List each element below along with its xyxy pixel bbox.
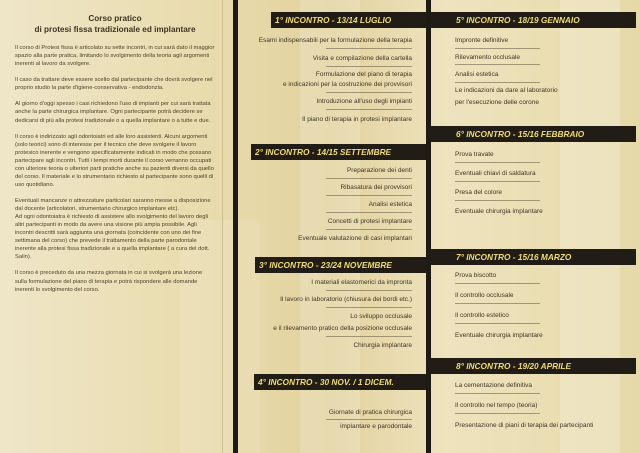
session-5-header <box>431 12 636 28</box>
session-1-item: Introduzione all'uso degli impianti <box>316 98 412 105</box>
item-separator <box>455 303 540 304</box>
session-5-item: per l'esecuzione delle corone <box>455 99 539 106</box>
session-2-item: Concetti di protesi implantare <box>327 218 412 225</box>
session-7-header <box>431 249 636 265</box>
session-8-item: Il controllo nel tempo (teoria) <box>455 402 538 409</box>
session-2-item: Eventuale valutazione di casi implantari <box>298 235 412 242</box>
session-title: 4° INCONTRO - 30 NOV. / 1 DICEM. <box>258 377 394 387</box>
session-title: 6° INCONTRO - 15/16 FEBBRAIO <box>456 129 585 139</box>
session-3-header <box>255 257 426 273</box>
session-4-item: Giornate di pratica chirurgica <box>328 409 412 416</box>
description-paragraph: Ad ogni odontoiatra è richiesto di assistere allo svolgimento del lavoro degli altri partecipanti in modo da avere una visione più ampia possibile. Agli incontri descritti sarà aggiunta una giornata (coincidente con uno dei fine settimana del corso) che prevede il trattamento della parte parodontale inerente alla protesi fissa tradizionale e a quella implantare ( a cura del dott. Salin). <box>15 214 210 261</box>
session-3-item: Lo sviluppo occlusale <box>350 313 412 320</box>
item-separator <box>455 200 540 201</box>
item-separator <box>455 82 540 83</box>
item-separator <box>326 66 412 67</box>
session-1-header <box>271 12 426 28</box>
description-paragraph: Il caso da trattare deve essere scelto dal partecipante che dovrà svolgere nel proprio studio la parte d'igiene-conservativa - endodonzia. <box>15 77 213 92</box>
session-3-item: e il rilevamento pratico della posizione occlusale <box>273 325 412 332</box>
description-paragraph: Eventuali mancanze o attrezzature particolari saranno messe a disposizione dal docente (articolatori, strumentario chirurgico implantare etc). <box>15 198 211 213</box>
session-7-item: Prova biscotto <box>455 272 497 279</box>
session-2-header <box>251 144 426 160</box>
item-separator <box>326 109 412 110</box>
session-title: 2° INCONTRO - 14/15 SETTEMBRE <box>255 147 392 157</box>
session-title: 1° INCONTRO - 13/14 LUGLIO <box>275 15 392 25</box>
session-6-item: Eventuali chiavi di saldatura <box>455 170 536 177</box>
session-7-item: Eventuale chirurgia implantare <box>455 332 543 339</box>
session-7-item: Il controllo estetico <box>455 312 509 319</box>
item-separator <box>326 92 412 93</box>
session-title: 3° INCONTRO - 23/24 NOVEMBRE <box>259 260 392 270</box>
item-separator <box>455 323 540 324</box>
course-title-line: Corso pratico <box>88 14 142 23</box>
session-1-item: Il piano di terapia in protesi implantare <box>302 116 412 123</box>
item-separator <box>326 290 412 291</box>
session-3-item: Chirurgia implantare <box>353 342 412 349</box>
session-6-header <box>431 126 636 142</box>
item-separator <box>326 178 412 179</box>
panel-divider <box>233 0 238 453</box>
session-1-item: Formulazione del piano di terapia <box>315 71 412 78</box>
session-1-item: e indicazioni per la costruzione dei provvisori <box>283 81 412 88</box>
item-separator <box>326 336 412 337</box>
background-column-decoration <box>560 0 620 453</box>
course-subtitle-line: di protesi fissa tradizionale ed implantare <box>34 24 196 34</box>
item-separator <box>455 393 540 394</box>
item-separator <box>455 181 540 182</box>
session-2-item: Ribasatura dei provvisori <box>340 184 412 191</box>
description-paragraph: Il corso è indirizzato agli odontoiatri ed alle loro assistenti. Alcuni argomenti (solo teorici) sono di interesse per il tecnico che deve svolgere il lavoro protesico inerente e vengono specificatamente indicati in modo che possano partecipare agli incontri. Tutti i tempi morti durante il corso verranno occupati con ulteriore teoria o ulteriori parti pratiche anche su pazienti diversi da quello del corso. Il materiale e lo strumentario richiesto al partecipante sono quelli di uso quotidiano. <box>15 133 214 188</box>
panel-divider <box>426 0 431 453</box>
session-3-item: I materiali elastomerici da impronta <box>311 279 412 286</box>
item-separator <box>326 229 412 230</box>
session-5-item: Analisi estetica <box>455 71 499 78</box>
session-6-item: Presa del colore <box>455 189 502 196</box>
course-description-panel <box>15 14 215 302</box>
item-separator <box>326 307 412 308</box>
session-5-item: Rilevamento occlusale <box>455 54 521 61</box>
session-5-item: Le indicazioni da dare al laboratorio <box>455 87 558 94</box>
session-2-item: Preparazione dei denti <box>346 167 412 174</box>
session-title: 8° INCONTRO - 19/20 APRILE <box>456 361 572 371</box>
description-paragraph: Il corso è preceduto da una mezza giornata in cui si svolgerà una lezione sulla formulazione del piano di terapia e potrà rispondere alle domande inerenti lo svolgimento del corso. <box>15 270 203 293</box>
session-title: 5° INCONTRO - 18/19 GENNAIO <box>456 15 580 25</box>
item-separator <box>455 48 540 49</box>
item-separator <box>455 413 540 414</box>
description-paragraph: Al giorno d'oggi spesso i casi richiedono l'uso di impianti per cui sarà trattata anche la parte chirurgica implantare. Ogni partecipante potrà decidere se dedicarsi di più alla protesi tradizionale o a quella implantare o a tutte e due. <box>15 101 211 124</box>
item-separator <box>326 48 412 49</box>
item-separator <box>326 212 412 213</box>
session-6-item: Eventuale chirurgia implantare <box>455 208 543 215</box>
session-4-header <box>254 374 426 390</box>
session-8-item: Presentazione di piani di terapia dei partecipanti <box>455 422 594 429</box>
description-paragraph: Il corso di Protesi fissa è articolato su sette incontri, in cui sarà dato il maggior spazio alla parte pratica, limitando lo svolgimento della teoria agli argomenti inerenti al lavoro da svolgere. <box>15 45 215 68</box>
fold-line <box>222 0 223 453</box>
item-separator <box>455 283 540 284</box>
session-3-item: Il lavoro in laboratorio (chiusura dei bordi etc.) <box>280 296 412 303</box>
session-title: 7° INCONTRO - 15/16 MARZO <box>456 252 572 262</box>
item-separator <box>455 64 540 65</box>
item-separator <box>455 162 540 163</box>
session-1-item: Visita e compilazione della cartella <box>312 55 412 62</box>
session-8-header <box>431 358 636 374</box>
session-2-item: Analisi estetica <box>368 201 412 208</box>
session-1-item: Esami indispensabili per la formulazione della terapia <box>258 37 412 44</box>
item-separator <box>326 419 412 420</box>
session-8-item: La cementazione definitiva <box>455 382 532 389</box>
session-6-item: Prova travate <box>455 151 494 158</box>
session-4-item: implantare e parodontale <box>340 423 412 430</box>
session-7-item: Il controllo occlusale <box>455 292 514 299</box>
course-title <box>15 14 215 35</box>
item-separator <box>326 195 412 196</box>
session-5-item: Impronte definitive <box>455 37 509 44</box>
